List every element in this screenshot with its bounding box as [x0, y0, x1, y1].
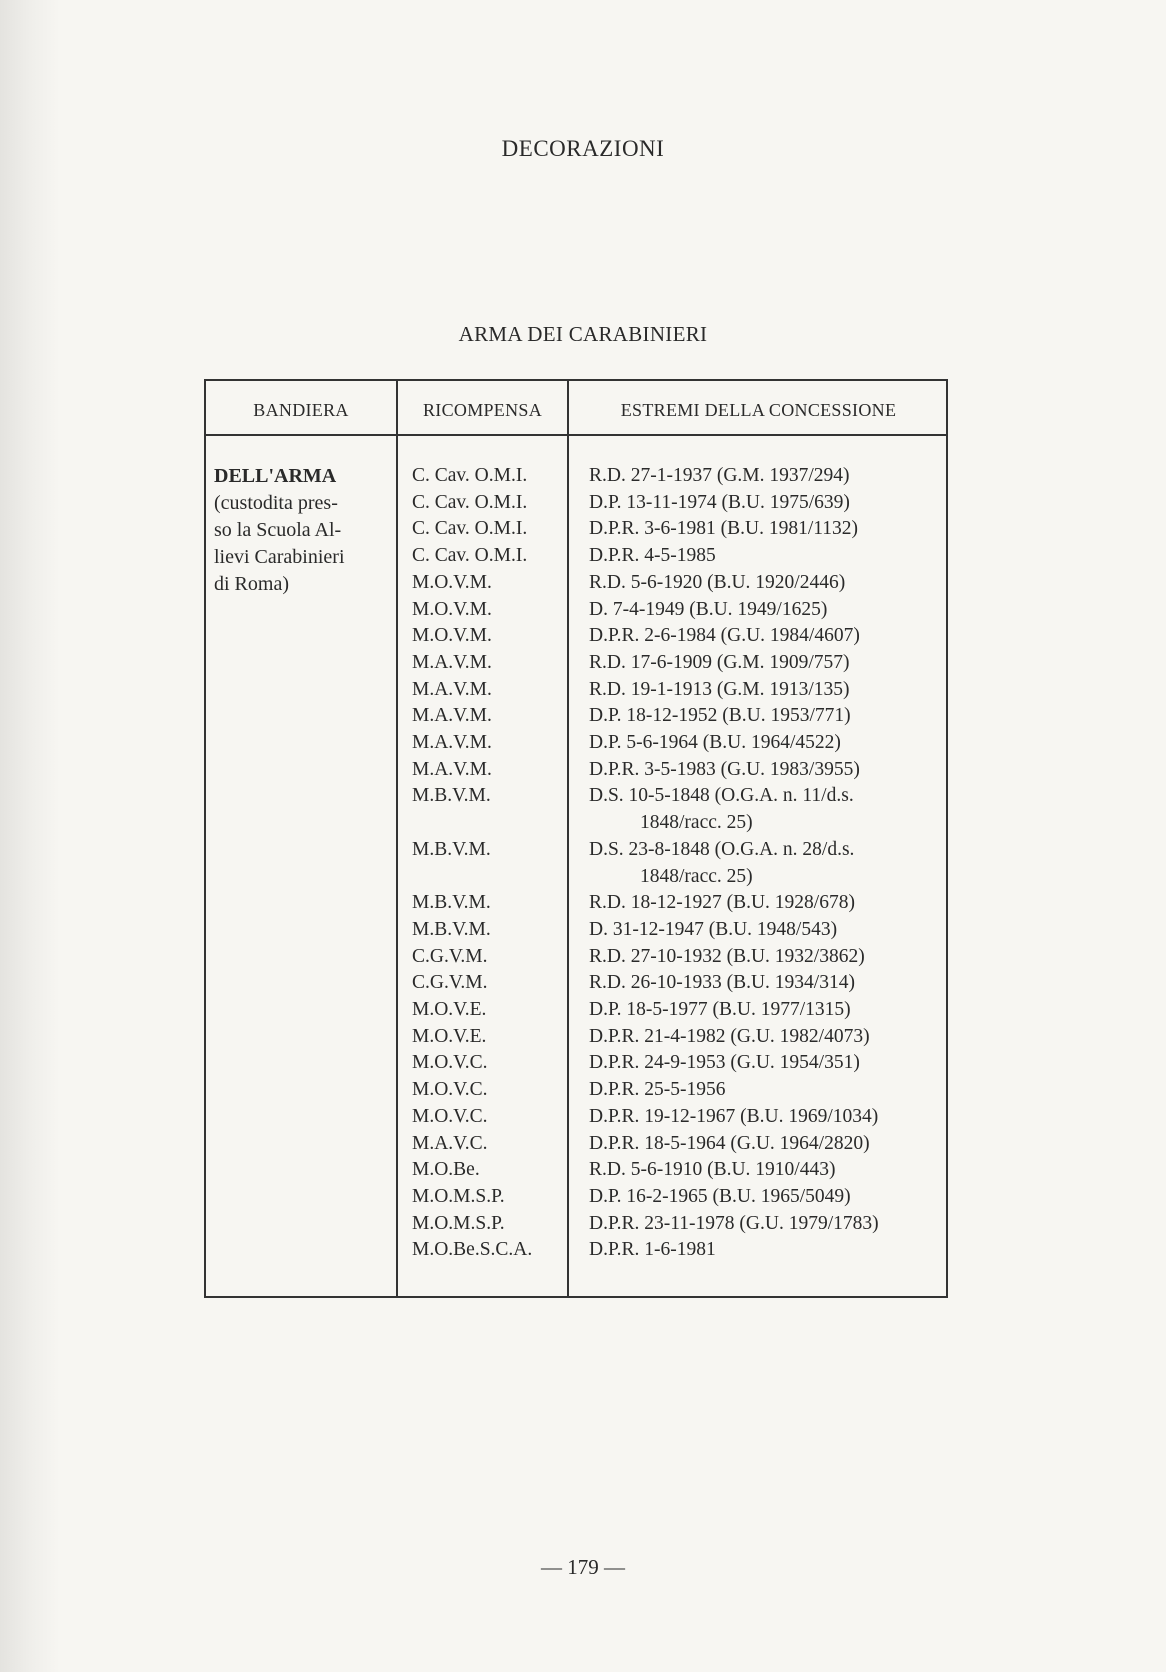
estremi-continuation: 1848/racc. 25)	[640, 812, 753, 834]
ricompensa-cell: M.O.M.S.P.	[412, 1212, 505, 1234]
ricompensa-cell: M.O.Be.	[412, 1159, 480, 1181]
table-row	[206, 570, 946, 597]
decorations-table	[204, 379, 948, 1298]
table-row	[206, 997, 946, 1024]
header-ricompensa: RICOMPENSA	[422, 400, 543, 420]
estremi-cell: D.P.R. 23-11-1978 (G.U. 1979/1783)	[589, 1212, 879, 1234]
ricompensa-cell: C.G.V.M.	[412, 972, 488, 994]
estremi-cell: D.S. 10-5-1848 (O.G.A. n. 11/d.s.	[589, 785, 854, 807]
section-subtitle: ARMA DEI CARABINIERI	[458, 322, 708, 346]
ricompensa-cell: M.O.V.M.	[412, 625, 492, 647]
estremi-cell: D.P.R. 3-5-1983 (G.U. 1983/3955)	[589, 758, 860, 780]
estremi-cell: R.D. 5-6-1910 (B.U. 1910/443)	[589, 1159, 836, 1181]
estremi-cell: D.P.R. 19-12-1967 (B.U. 1969/1034)	[589, 1105, 879, 1127]
estremi-cell: D.P.R. 18-5-1964 (G.U. 1964/2820)	[589, 1132, 870, 1154]
bandiera-line: so la Scuola Al-	[214, 519, 342, 541]
ricompensa-cell: M.O.V.C.	[412, 1052, 488, 1074]
estremi-cell: R.D. 5-6-1920 (B.U. 1920/2446)	[589, 571, 846, 593]
table-row	[206, 837, 946, 890]
table-rows	[206, 463, 946, 1264]
ricompensa-cell: M.A.V.C.	[412, 1132, 488, 1154]
ricompensa-cell: M.A.V.M.	[412, 732, 492, 754]
ricompensa-cell: M.O.V.C.	[412, 1105, 488, 1127]
estremi-cell: D.P. 5-6-1964 (B.U. 1964/4522)	[589, 732, 841, 754]
estremi-cell: D.S. 23-8-1848 (O.G.A. n. 28/d.s.	[589, 838, 855, 860]
estremi-cell: D.P.R. 24-9-1953 (G.U. 1954/351)	[589, 1052, 860, 1074]
table-row	[206, 1237, 946, 1264]
ricompensa-cell: C. Cav. O.M.I.	[412, 518, 528, 540]
ricompensa-cell: M.O.Be.S.C.A.	[412, 1239, 533, 1261]
ricompensa-cell: M.O.V.E.	[412, 999, 487, 1021]
ricompensa-cell: M.O.V.M.	[412, 571, 492, 593]
table-row	[206, 463, 946, 490]
header-divider	[206, 434, 946, 436]
table-row	[206, 917, 946, 944]
ricompensa-cell: M.A.V.M.	[412, 758, 492, 780]
table-row	[206, 516, 946, 543]
page-title: DECORAZIONI	[501, 136, 665, 161]
table-row	[206, 650, 946, 677]
table-row	[206, 944, 946, 971]
ricompensa-cell: M.O.M.S.P.	[412, 1185, 505, 1207]
ricompensa-cell: C.G.V.M.	[412, 945, 488, 967]
ricompensa-cell: M.B.V.M.	[412, 785, 491, 807]
table-row	[206, 1157, 946, 1184]
estremi-cell: D. 31-12-1947 (B.U. 1948/543)	[589, 918, 838, 940]
estremi-cell: D.P. 18-12-1952 (B.U. 1953/771)	[589, 705, 851, 727]
table-row	[206, 1104, 946, 1131]
ricompensa-cell: M.O.V.M.	[412, 598, 492, 620]
table-row	[206, 890, 946, 917]
table-row	[206, 1211, 946, 1238]
estremi-cell: R.D. 26-10-1933 (B.U. 1934/314)	[589, 972, 855, 994]
page-number: — 179 —	[541, 1555, 625, 1579]
ricompensa-cell: C. Cav. O.M.I.	[412, 545, 528, 567]
ricompensa-cell: M.B.V.M.	[412, 892, 491, 914]
ricompensa-cell: M.O.V.C.	[412, 1079, 488, 1101]
estremi-cell: D.P. 18-5-1977 (B.U. 1977/1315)	[589, 999, 851, 1021]
estremi-cell: R.D. 27-1-1937 (G.M. 1937/294)	[589, 465, 850, 486]
estremi-continuation: 1848/racc. 25)	[640, 865, 753, 887]
bandiera-line: (custodita pres-	[214, 492, 338, 514]
estremi-cell: D.P. 16-2-1965 (B.U. 1965/5049)	[589, 1185, 851, 1207]
estremi-cell: D.P.R. 4-5-1985	[589, 545, 716, 567]
table-row	[206, 1184, 946, 1211]
table-row	[206, 1131, 946, 1158]
estremi-cell: R.D. 18-12-1927 (B.U. 1928/678)	[589, 892, 855, 914]
estremi-cell: D.P. 13-11-1974 (B.U. 1975/639)	[589, 491, 850, 513]
table-row	[206, 703, 946, 730]
ricompensa-cell: M.B.V.M.	[412, 838, 491, 860]
estremi-cell: D.P.R. 3-6-1981 (B.U. 1981/1132)	[589, 518, 859, 540]
table-row	[206, 757, 946, 784]
estremi-cell: R.D. 19-1-1913 (G.M. 1913/135)	[589, 678, 850, 700]
table-row	[206, 730, 946, 757]
estremi-cell: R.D. 27-10-1932 (B.U. 1932/3862)	[589, 945, 865, 967]
bandiera-line: di Roma)	[214, 573, 289, 595]
header-bandiera: BANDIERA	[253, 400, 349, 420]
table-row	[206, 597, 946, 624]
ricompensa-cell: M.A.V.M.	[412, 678, 492, 700]
table-row	[206, 1077, 946, 1104]
table-row	[206, 783, 946, 836]
table-row	[206, 677, 946, 704]
table-row	[206, 1050, 946, 1077]
ricompensa-cell: M.B.V.M.	[412, 918, 491, 940]
ricompensa-cell: M.A.V.M.	[412, 705, 492, 727]
table-row	[206, 970, 946, 997]
ricompensa-cell: C. Cav. O.M.I.	[412, 465, 528, 486]
page-edge-shadow	[0, 0, 60, 1672]
estremi-cell: R.D. 17-6-1909 (G.M. 1909/757)	[589, 651, 850, 673]
estremi-cell: D. 7-4-1949 (B.U. 1949/1625)	[589, 598, 828, 620]
ricompensa-cell: C. Cav. O.M.I.	[412, 491, 528, 513]
table-row	[206, 623, 946, 650]
estremi-cell: D.P.R. 21-4-1982 (G.U. 1982/4073)	[589, 1025, 870, 1047]
ricompensa-cell: M.A.V.M.	[412, 651, 492, 673]
header-estremi: ESTREMI DELLA CONCESSIONE	[620, 400, 897, 420]
bandiera-name: DELL'ARMA	[214, 465, 337, 487]
estremi-cell: D.P.R. 1-6-1981	[589, 1239, 716, 1261]
table-row	[206, 490, 946, 517]
estremi-cell: D.P.R. 2-6-1984 (G.U. 1984/4607)	[589, 625, 860, 647]
table-row	[206, 543, 946, 570]
ricompensa-cell: M.O.V.E.	[412, 1025, 487, 1047]
estremi-cell: D.P.R. 25-5-1956	[589, 1079, 726, 1101]
table-row	[206, 1024, 946, 1051]
bandiera-line: lievi Carabinieri	[214, 546, 345, 568]
